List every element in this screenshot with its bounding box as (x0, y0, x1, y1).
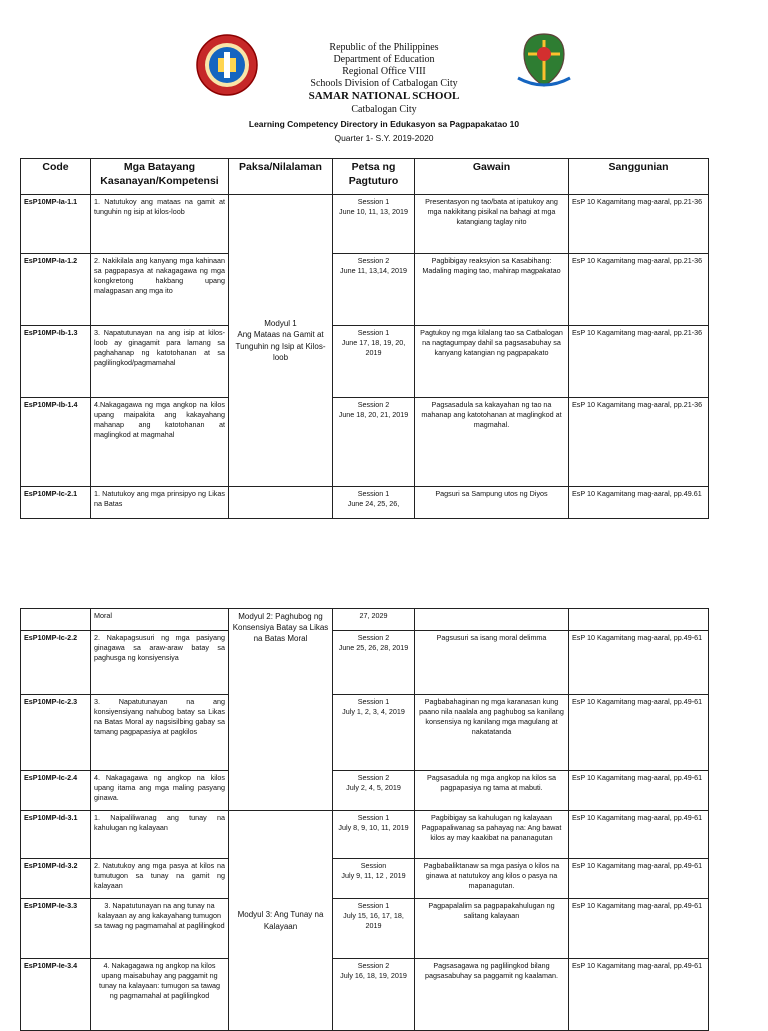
cell-reference: EsP 10 Kagamitang mag-aaral, pp.49-61 (569, 631, 709, 695)
cell-activity: Pagtukoy ng mga kilalang tao sa Catbalogan na nagtagumpay dahil sa pagsasabuhay sa kanyang katangian ng pagpapakato (415, 326, 569, 398)
cell-date: Session 1 June 24, 25, 26, (333, 487, 415, 519)
table-row (21, 959, 709, 1031)
cell-activity: Pagsasadula ng mga angkop na kilos sa pagpapasiya ng tama at mabuti. (415, 771, 569, 811)
cell-reference (569, 609, 709, 631)
cell-activity: Pagbibigay sa kahulugan ng kalayaan Pagpapaliwanag sa pahayag na: Ang bawat kilos ay may kaakibat na pananagutan (415, 811, 569, 859)
cell-competency: 4. Nakagagawa ng angkop na kilos upang itama ang mga maling pasyang ginawa. (91, 771, 229, 811)
cell-reference: EsP 10 Kagamitang mag-aaral, pp.21-36 (569, 254, 709, 326)
quarter-label: Quarter 1- S.Y. 2019-2020 (334, 133, 434, 143)
cell-code: EsP10MP-Id-3.2 (21, 859, 91, 899)
table-row (21, 631, 709, 695)
cell-date: Session 2 July 2, 4, 5, 2019 (333, 771, 415, 811)
table-row (21, 326, 709, 398)
cell-activity: Pagsasadula sa kakayahan ng tao na mahanap ang katotohanan at maglingkod at magmahal. (415, 398, 569, 487)
header-department: Department of Education (333, 54, 435, 65)
cell-competency: 2. Natutukoy ang mga pasya at kilos na tumutugon sa tunay na gamit ng kalayaan (91, 859, 229, 899)
cell-reference: EsP 10 Kagamitang mag-aaral, pp.21-36 (569, 326, 709, 398)
cell-activity: Presentasyon ng tao/bata at ipatukoy ang mga nakikitang pisikal na bahagi at mga katangiang taglay nito (415, 195, 569, 254)
cell-competency: 3. Napatutunayan na ang konsiyensiyang nahubog batay sa Likas na Batas Moral ay nagsisilbing gabay sa tamang pagpapasiya at pagkilos (91, 695, 229, 771)
cell-date: Session 2 June 11, 13,14, 2019 (333, 254, 415, 326)
header-republic: Republic of the Philippines (329, 42, 439, 53)
competency-table-page1 (20, 158, 709, 519)
cell-activity: Pagbabahaginan ng mga karanasan kung paano nila naalala ang paghubog sa kanilang konsensiya ng kanilang mga magulang at nakatatanda (415, 695, 569, 771)
document-title: Learning Competency Directory in Edukasyon sa Pagpapakatao 10 (248, 119, 520, 129)
cell-reference: EsP 10 Kagamitang mag-aaral, pp.49-61 (569, 959, 709, 1031)
cell-date: Session July 9, 11, 12 , 2019 (333, 859, 415, 899)
cell-date: Session 1 July 8, 9, 10, 11, 2019 (333, 811, 415, 859)
header-division: Schools Division of Catbalogan City (310, 78, 458, 89)
cell-activity: Pagsasagawa ng paglilingkod bilang pagsasabuhay sa paggamit ng kaalaman. (415, 959, 569, 1031)
cell-code: EsP10MP-Ia-1.1 (21, 195, 91, 254)
cell-activity: Pagsusuri sa isang moral delimma (415, 631, 569, 695)
cell-reference: EsP 10 Kagamitang mag-aaral, pp.21-36 (569, 195, 709, 254)
col-header-topic: Paksa/Nilalaman (229, 159, 333, 195)
cell-reference: EsP 10 Kagamitang mag-aaral, pp.49-61 (569, 899, 709, 959)
table-row (21, 609, 709, 631)
table-row (21, 695, 709, 771)
cell-code (21, 609, 91, 631)
cell-activity: Pagsuri sa Sampung utos ng Diyos (415, 487, 569, 519)
cell-competency: 1. Natutukoy ang mataas na gamit at tunguhin ng isip at kilos-loob (91, 195, 229, 254)
table-row (21, 899, 709, 959)
cell-competency: Moral (91, 609, 229, 631)
cell-reference: EsP 10 Kagamitang mag-aaral, pp.49-61 (569, 811, 709, 859)
cell-competency: 1. Naipaliliwanag ang tunay na kahulugan ng kalayaan (91, 811, 229, 859)
cell-date: Session 1 June 17, 18, 19, 20, 2019 (333, 326, 415, 398)
cell-topic-modyul-2: Modyul 2: Paghubog ng Konsensiya Batay sa Likas na Batas Moral (229, 609, 333, 811)
col-header-reference: Sanggunian (569, 159, 709, 195)
cell-date: Session 2 June 25, 26, 28, 2019 (333, 631, 415, 695)
table-header-row (21, 159, 709, 195)
table-row (21, 487, 709, 519)
cell-code: EsP10MP-Id-3.1 (21, 811, 91, 859)
cell-date: Session 1 July 15, 16, 17, 18, 2019 (333, 899, 415, 959)
cell-code: EsP10MP-Ie-3.4 (21, 959, 91, 1031)
table-row (21, 398, 709, 487)
cell-code: EsP10MP-Ic-2.2 (21, 631, 91, 695)
table-row (21, 859, 709, 899)
cell-topic-empty (229, 487, 333, 519)
cell-activity: Pagbabaliktanaw sa mga pasiya o kilos na ginawa at natutukoy ang kilos o pasya na mapanagutan. (415, 859, 569, 899)
cell-date: Session 1 July 1, 2, 3, 4, 2019 (333, 695, 415, 771)
cell-competency: 2. Nakikilala ang kanyang mga kahinaan sa pagpapasya at nakagagawa ng mga kongkretong hakbang upang malagpasan ang mga ito (91, 254, 229, 326)
cell-reference: EsP 10 Kagamitang mag-aaral, pp.21-36 (569, 398, 709, 487)
table-row (21, 254, 709, 326)
cell-code: EsP10MP-Ic-2.3 (21, 695, 91, 771)
cell-reference: EsP 10 Kagamitang mag-aaral, pp.49-61 (569, 771, 709, 811)
cell-reference: EsP 10 Kagamitang mag-aaral, pp.49-61 (569, 859, 709, 899)
cell-reference: EsP 10 Kagamitang mag-aaral, pp.49.61 (569, 487, 709, 519)
cell-competency: 4. Nakagagawa ng angkop na kilos upang maisabuhay ang paggamit ng tunay na kalayaan: tumugon sa tawag ng pagmamahal at paglilingkod (91, 959, 229, 1031)
cell-competency: 3. Napatutunayan na ang isip at kilos-loob ay ginagamit para lamang sa paghahanap ng katotohanan at sa paglilingkod/pagmamahal (91, 326, 229, 398)
col-header-activity: Gawain (415, 159, 569, 195)
header-school-name: SAMAR NATIONAL SCHOOL (308, 90, 460, 102)
competency-table-page2 (20, 608, 709, 1031)
col-header-date: Petsa ng Pagtuturo (333, 159, 415, 195)
cell-code: EsP10MP-Ic-2.1 (21, 487, 91, 519)
cell-competency: 4.Nakagagawa ng mga angkop na kilos upang maipakita ang kakayahang mahanap ang katotohanan at maglingkod at magmahal (91, 398, 229, 487)
cell-date: Session 1 June 10, 11, 13, 2019 (333, 195, 415, 254)
col-header-code: Code (21, 159, 91, 195)
header-city: Catbalogan City (351, 104, 417, 115)
cell-topic-modyul-3: Modyul 3: Ang Tunay na Kalayaan (229, 811, 333, 1031)
cell-activity (415, 609, 569, 631)
cell-competency: 2. Nakapagsusuri ng mga pasiyang ginagawa sa araw-araw batay sa paghusga ng konsiyensiya (91, 631, 229, 695)
cell-competency: 3. Napatutunayan na ang tunay na kalayaan ay ang kakayahang tumugon sa tawag ng pagmamahal at paglilingkod (91, 899, 229, 959)
header-region: Regional Office VIII (342, 66, 426, 77)
cell-code: EsP10MP-Ib-1.4 (21, 398, 91, 487)
table-row (21, 771, 709, 811)
cell-code: EsP10MP-Ib-1.3 (21, 326, 91, 398)
cell-activity: Pagpapalalim sa pagpapakahulugan ng salitang kalayaan (415, 899, 569, 959)
cell-code: EsP10MP-Ia-1.2 (21, 254, 91, 326)
document-header (0, 0, 768, 158)
cell-reference: EsP 10 Kagamitang mag-aaral, pp.49-61 (569, 695, 709, 771)
cell-topic-modyul-1: Modyul 1 Ang Mataas na Gamit at Tunguhin ng Isip at Kilos-loob (229, 195, 333, 487)
cell-competency: 1. Natutukoy ang mga prinsipyo ng Likas na Batas (91, 487, 229, 519)
cell-code: EsP10MP-Ie-3.3 (21, 899, 91, 959)
cell-date: 27, 2029 (333, 609, 415, 631)
cell-code: EsP10MP-Ic-2.4 (21, 771, 91, 811)
table-row (21, 195, 709, 254)
cell-date: Session 2 June 18, 20, 21, 2019 (333, 398, 415, 487)
col-header-competency: Mga Batayang Kasanayan/Kompetensi (91, 159, 229, 195)
cell-activity: Pagbibigay reaksyion sa Kasabihang: Madaling maging tao, mahirap magpakatao (415, 254, 569, 326)
table-row (21, 811, 709, 859)
cell-date: Session 2 July 16, 18, 19, 2019 (333, 959, 415, 1031)
